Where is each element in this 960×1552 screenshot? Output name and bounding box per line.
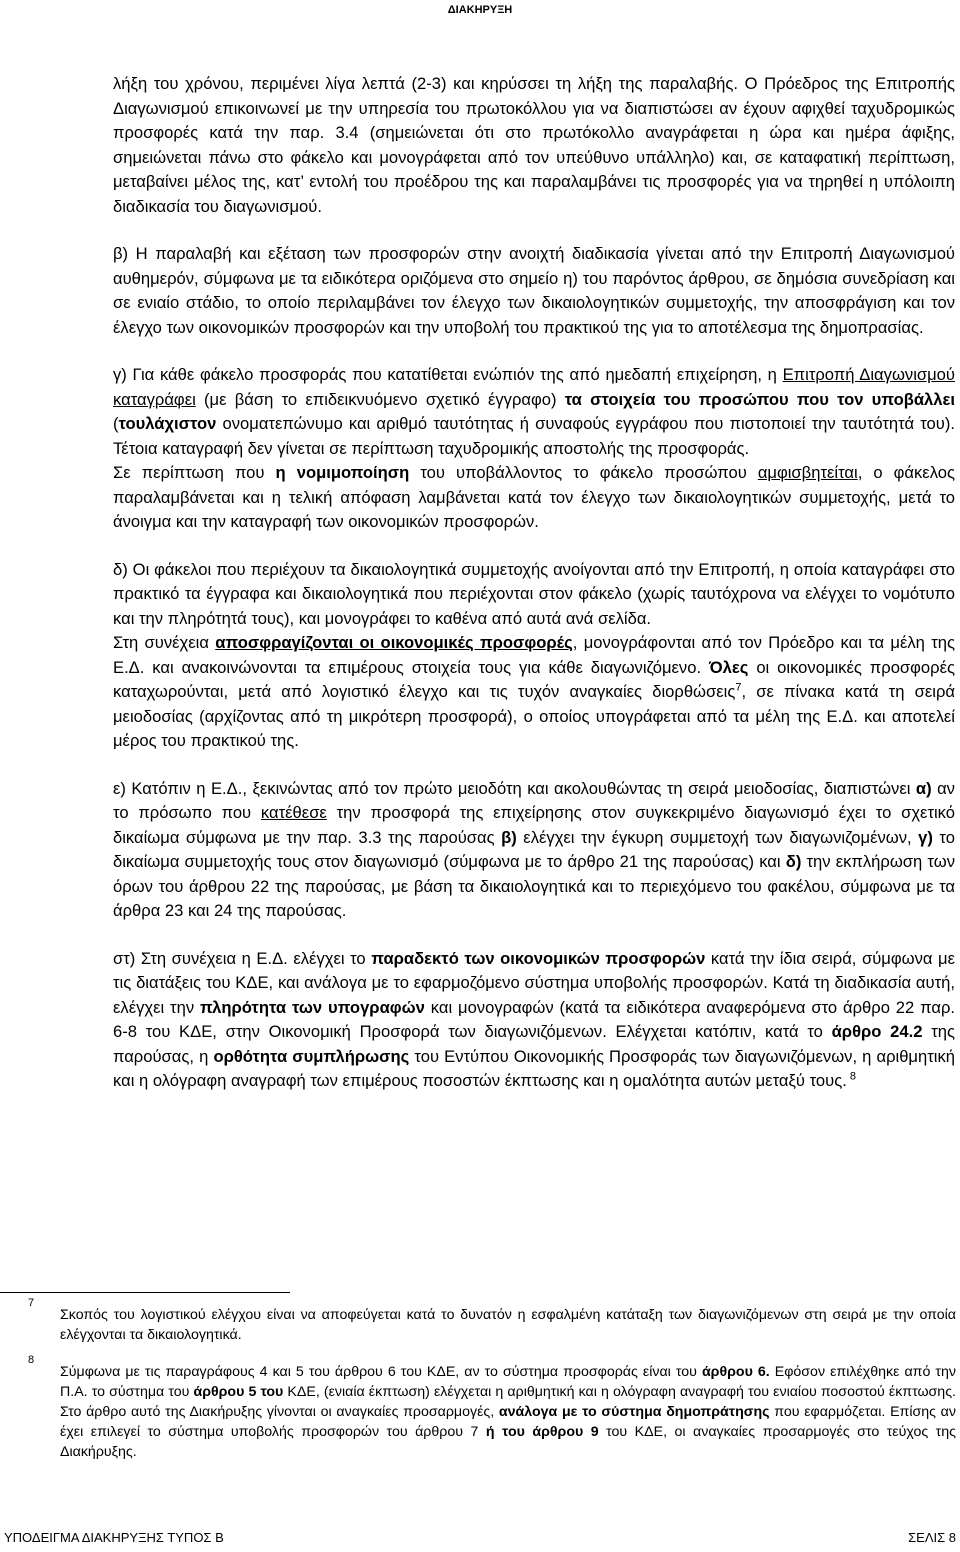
paragraph-receipt-end: λήξη του χρόνου, περιμένει λίγα λεπτά (2-3) και κηρύσσει τη λήξη της παραλαβής. Ο Πρόεδρος της Επιτροπής Διαγωνισμού επικοινωνεί με την υπηρεσία του πρωτοκόλλου για να διαπιστώσει αν έχουν αφιχθεί ταχυδρομικώς προσφορές κατά την παρ. 3.4 (σημειώνεται ότι στο πρωτόκολλο αναγράφεται η ώρα και ημέρα άφιξης, σημειώνεται πάνω στο φάκελο και μονογράφεται από τον υπεύθυνο υπάλληλο) και, σε καταφατική περίπτωση, μεταβαίνει μέλος της, κατ’ εντολή του προέδρου της και παραλαμβάνει τις προσφορές για να τηρηθεί η υπόλοιπη διαδικασία του διαγωνισμού. — [113, 74, 955, 216]
paragraph-c-legitimation: Σε περίπτωση που η νομιμοποίηση του υποβάλλοντος το φάκελο προσώπου αμφισβητείται, ο φάκελος παραλαμβάνεται και η τελική απόφαση λαμβάνεται κατά τον έλεγχο των δικαιολογητικών συμμετοχής, μετά το άνοιγμα και την καταγραφή των οικονομικών προσφορών. — [113, 463, 955, 531]
footnote-8: 8 Σύμφωνα με τις παραγράφους 4 και 5 του άρθρου 6 του ΚΔΕ, αν το σύστημα προσφοράς είναι του άρθρου 6. Εφόσον επιλέχθηκε από την Π.Α. το σύστημα του άρθρου 5 του ΚΔΕ, (ενιαία έκπτωση) ελέγχεται η αριθμητική και η ολόγραφη αναγραφή του ενιαίου ποσοστού έκπτωσης. Στο άρθρο αυτό της Διακήρυξης γίνονται οι αναγκαίες προσαρμογές, ανάλογα με το σύστημα δημοπράτησης που εφαρμόζεται. Επίσης αν έχει επιλεγεί το σύστημα υποβολής προσφορών του άρθρου 7 ή του άρθρου 9 του ΚΔΕ, οι αναγκαίες προσαρμογές στο τεύχος της Διακήρυξης. — [60, 1362, 956, 1462]
footer-document-title: ΥΠΟΔΕΙΓΜΑ ΔΙΑΚΗΡΥΞΗΣ ΤΥΠΟΣ Β — [4, 1530, 224, 1545]
footnote-7: 7 Σκοπός του λογιστικού ελέγχου είναι να αποφεύγεται κατά το δυνατόν η εσφαλμένη κατάταξη των διαγωνιζόμενων στη σειρά με την οποία ελέγχονται τα δικαιολογητικά. — [60, 1305, 956, 1345]
paragraph-b: β) Η παραλαβή και εξέταση των προσφορών στην ανοιχτή διαδικασία γίνεται από την Επιτροπή Διαγωνισμού αυθημερόν, σύμφωνα με τα ειδικότερα οριζόμενα στο σημείο η) του παρόντος άρθρου, σε δημόσια συνεδρίαση και σε ενιαίο στάδιο, το οποίο περιλαμβάνει τον έλεγχο των δικαιολογητικών συμμετοχής, την αποσφράγιση και τον έλεγχο των οικονομικών προσφορών και την υποβολή του πρακτικού της για το αποτέλεσμα της δημοπρασίας. — [113, 244, 955, 337]
footnote-divider — [0, 1292, 290, 1293]
footnote-mark-7: 7 — [28, 1297, 35, 1309]
paragraph-f: στ) Στη συνέχεια η Ε.Δ. ελέγχει το παραδεκτό των οικονομικών προσφορών κατά την ίδια σειρά, σύμφωνα με τις διατάξεις του ΚΔΕ, και ανάλογα με το εφαρμοζόμενο σύστημα υποβολής προσφορών. Κατά τη διαδικασία αυτή, ελέγχει την πληρότητα των υπογραφών και μονογραφών (κατά τα ειδικότερα αναφερόμενα στο άρθρο 22 παρ. 6-8 του ΚΔΕ, στην Οικονομική Προσφορά των διαγωνιζόμενων. Ελέγχεται κατόπιν, κατά το άρθρο 24.2 της παρούσας, η ορθότητα συμπλήρωσης του Εντύπου Οικονομικής Προσφοράς των διαγωνιζόμενων, η αριθμητική και η ολόγραφη αναγραφή των επιμέρους ποσοστών έκπτωσης και η ομαλότητα αυτών μεταξύ τους. $^8$ — [113, 948, 955, 1090]
footnote-ref-7[interactable]: 7 — [735, 681, 742, 694]
document-header: ΔΙΑΚΗΡΥΞΗ — [447, 4, 513, 16]
footnote-mark-8: 8 — [28, 1354, 35, 1366]
paragraph-c: γ) Για κάθε φάκελο προσφοράς που κατατίθεται ενώπιόν της από ημεδαπή επιχείρηση, η Επιτροπή Διαγωνισμού καταγράφει (με βάση το επιδεικνυόμενο σχετικό έγγραφο) τα στοιχεία του προσώπου που τον υποβάλλει (τουλάχιστον ονοματεπώνυμο και αριθμό ταυτότητας ή συναφούς εγγράφου που πιστοποιεί την ταυτότητά του). Τέτοια καταγραφή δεν γίνεται σε περίπτωση ταχυδρομικής αποστολής της προσφοράς. — [113, 365, 955, 458]
paragraph-d-financial: Στη συνέχεια αποσφραγίζονται οι οικονομικές προσφορές, μονογράφονται από τον Πρόεδρο και τα μέλη της Ε.Δ. και ανακοινώνονται τα επιμέρους στοιχεία τους για κάθε διαγωνιζόμενο. Όλες οι οικονομικές προσφορές καταχωρούνται, μετά από λογιστικό έλεγχο και τις τυχόν αναγκαίες διορθώσεις$^7$, σε πίνακα κατά τη σειρά μειοδοσίας (αρχίζοντας από τη μικρότερη προσφορά), ο οποίος υπογράφεται από τα μέλη της Ε.Δ. και αποτελεί μέρος του πρακτικού της. — [113, 633, 955, 750]
footnote-ref-8[interactable]: 8 — [846, 1070, 857, 1083]
document-body — [113, 72, 955, 1094]
paragraph-e: ε) Κατόπιν η Ε.Δ., ξεκινώντας από τον πρώτο μειοδότη και ακολουθώντας τη σειρά μειοδοσίας, διαπιστώνει α) αν το πρόσωπο που κατέθεσε την προσφορά της επιχείρησης στον συγκεκριμένο διαγωνισμό έχει το σχετικό δικαίωμα σύμφωνα με την παρ. 3.3 της παρούσας β) ελέγχει την έγκυρη συμμετοχή των διαγωνιζομένων, γ) το δικαίωμα συμμετοχής τους στον διαγωνισμό (σύμφωνα με το άρθρο 21 της παρούσας) και δ) την εκπλήρωση των όρων του άρθρου 22 της παρούσας, με βάση τα δικαιολογητικά και το περιεχόμενο του φακέλου, σύμφωνα με τα άρθρα 23 και 24 της παρούσας. — [113, 778, 956, 920]
footer-page-number: ΣΕΛΙΣ 8 — [908, 1530, 956, 1545]
paragraph-d: δ) Οι φάκελοι που περιέχουν τα δικαιολογητικά συμμετοχής ανοίγονται από την Επιτροπή, η οποία καταγράφει στο πρακτικό τα έγγραφα και δικαιολογητικά που περιέχονται στον φάκελο (χωρίς ταυτόχρονα να ελέγχει το νομότυπο και την πληρότητά τους), και μονογράφει το καθένα από αυτά ανά σελίδα. — [113, 559, 955, 628]
